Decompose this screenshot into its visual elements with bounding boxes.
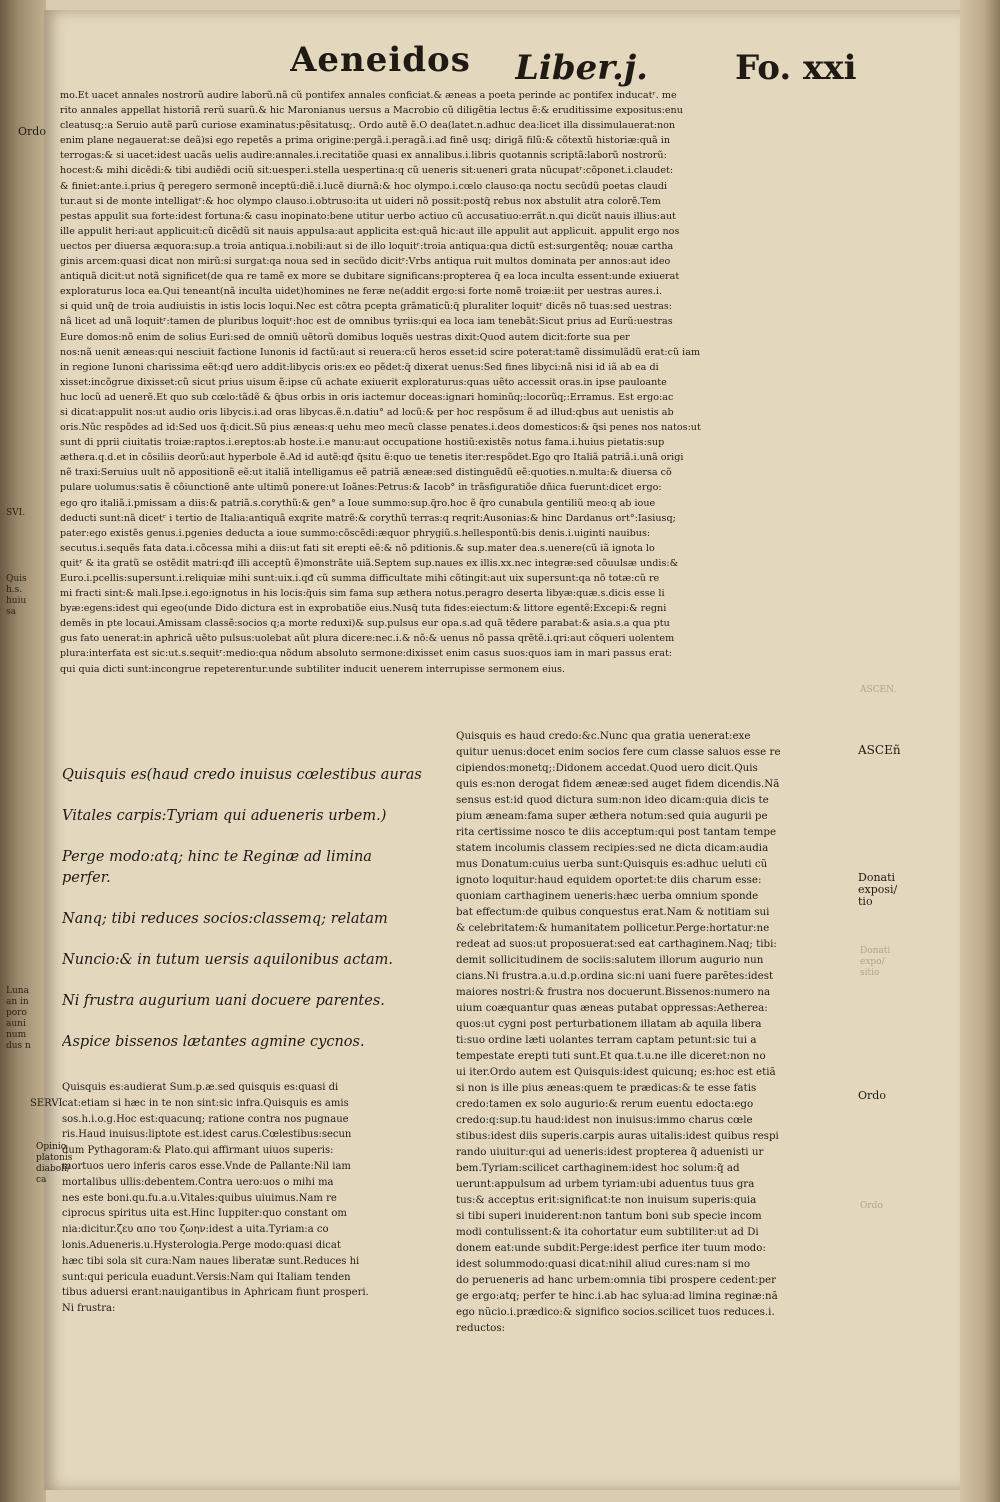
previous-page-edge: [0, 0, 46, 1502]
commentary-top: mo.Et uacet annales nostrorũ audire laborũ.nã cũ pontifex annales conficiat.& æneas a poeta perinde ac pontifex inducatʳ. me rito annales appellat historiã rerũ suarũ.& hic Maronianus uersus a Macrobio cũ diligẽtia lectus ẽ:& eruditissime expositus:enu cleatusq;:a Seruio autẽ parũ curiose examinatus:pẽsitatusq;. Ordo autẽ ẽ.O dea(latet.n.adhuc dea:licet illa dissimulauerat:non enim plane negauerat:se deã)si ego repetẽs a prima origine:pergã.i.peragã.i.ad finẽ usq; dirigã filũ:& cõtextũ historiæ:quã in terrogas:& si uacet:idest uacãs uelis audire:annales.i.recitatiõe quasi ex annalibus.i.libris quotannis scriptã:laborũ nostrorũ: hocest:& mihi dicẽdi:& tibi audiẽdi ociũ sit:uesper.i.stella uespertina:q cũ ueneris sit:ueneri grata nũcupatʳ:cõponet.i.claudet: & finiet:ante.i.prius q̃ peregero sermonẽ inceptũ:diẽ.i.lucẽ diurnã:& hoc olympo.i.cœlo clauso:qa noctu secũdũ poetas claudi tur.aut si de monte intelligatʳ:& hoc olympo clauso.i.obtruso:ita ut uideri nõ possit:postq̃ rebus nox abstulit atra colorẽ.Tem pestas appulit sua forte:idest fortuna:& casu inopinato:bene utitur uerbo actiuo cũ accusatiuo:errãt.n.qui dicũt nauis illius:aut ille appulit heri:aut applicuit:cũ dicẽdũ sit nauis appulsa:aut applicita est:quã hic:aut ille appulit aut applicuit. appulit ergo nos uectos per diuersa æquora:sup.a troia antiqua.i.nobili:aut si de illo loquitʳ:troia antiqua:qua dictũ est:surgentẽq; nouæ cartha ginis arcem:quasi dicat non mirũ:si surgat:qa noua sed in secũdo dicitʳ:Vrbs antiqua ruit multos dominata per annos:aut ideo antiquã dicit:ut notã significet(de qua re tamẽ ex more se dubitare significans:propterea q̃ ea loca inculta essent:unde exiuerat exploraturus loca ea.Qui teneant(nã inculta uidet)homines ne feræ ne(addit ergo:si forte nomẽ troiæ:iit per uestras aures.i. si quid unq̃ de troia audiuistis in istis locis loqui.Nec est cõtra pcepta grãmaticũ:q̃ pluraliter loquitʳ dicẽs nõ tuas:sed uestras: nã licet ad unã loquitʳ:tamen de pluribus loquitʳ:hoc est de omnibus tyriis:qui ea loca iam tenebãt:Sicut prius ad Eurũ:uestras Eure domos:nõ enim de solius Euri:sed de omniũ uẽtorũ domibus loquẽs uestras dixit:Quod autem dicit:forte sua per nos:nã uenit æneas:qui nesciuit factione Iunonis id factũ:aut si reuera:cũ heros esset:id scire poterat:tamẽ dissimulãdũ erat:cũ iam in regione Iunoni charissima eẽt:qđ uero addit:libycis oris:ex eo pẽdet:q̃ dixerat uenus:Sed fines libyci:nã nisi id iã ab ea di xisset:incõgrue dixisset:cũ sicut prius uisum ẽ:ipse cũ achate exiuerit exploraturus:quas uẽto accessit oras.in ipse pauloante huc locũ ad uenerẽ.Et quo sub cœlo:tãdẽ & q̃bus orbis in oris iactemur doceas:ignari hominũq;:locorũq;:Erramus. Est ergo:ac si dicat:appulit nos:ut audio oris libycis.i.ad oras libycas.ẽ.n.datiu° ad locũ:& per hoc respõsum ẽ ad illud:qbus aut uenistis ab oris.Nũc respõdes ad id:Sed uos q̃:dicit.Sũ pius æneas:q uehu meo mecũ classe penates.i.deos domesticos:& q̃si penes nos natos:ut sunt di pprii ciuitatis troiæ:raptos.i.ereptos:ab hoste.i.e manu:aut occupatione hostiũ:existẽs notus fama.i.huius pietatis:sup æthera.q.d.et in cõsiliis deorũ:aut hyperbole ẽ.Ad id autẽ:qđ q̃situ ẽ:quo ue tenetis iter:respõdet.Ego qro Italiã patriã.i.unã origi nẽ traxi:Seruius uult nõ appositionẽ eẽ:ut italiã intelligamus eẽ patriã æneæ:sed distinguẽdũ eẽ:quoties.n.multa:& diuersa cõ pulare uolumus:satis ẽ cõiunctionẽ ante ultimũ ponere:ut Ioãnes:Petrus:& Iacob° in trãsfiguratiõe dñica fuerunt:dicet ergo: ego qro italiã.i.pmissam a diis:& patriã.s.corythũ:& gen° a Ioue summo:sup.q̃ro.hoc ẽ q̃ro cunabula gentiliũ meo:q ab ioue deducti sunt:nã dicetʳ i tertio de Italia:antiquã exqrite matrẽ:& corythũ terras:q reqrit:Ausonias:& hinc Dardanus ort°:Iasiusq; pater:ego existẽs genus.i.pgenies deducta a ioue summo:cõscẽdi:æquor phrygiũ.s.hellespontũ:bis denis.i.uiginti nauibus: secutus.i.sequẽs fata data.i.cõcessa mihi a diis:ut fati sit erepti eẽ:& nõ pditionis.& sup.mater dea.s.uenere(cũ iã ignota lo quitʳ & ita gratũ se ostẽdit matri:qđ illi acceptũ ẽ)monstrãte uiã.Septem sup.naues ex illis.xx.nec integræ:sed cõuulsæ undis:& Euro.i.pcellis:supersunt.i.reliquiæ mihi sunt:uix.i.qđ cũ summa difficultate mihi cõtingit:aut uix supersunt:qa nõ totæ:cũ re mi fracti sint:& mali.Ipse.i.ego:ignotus in his locis:q̃uis sim fama sup æthera notus.peragro deserta libyæ:quæ.s.dicis esse li byæ:egens:idest qui egeo(unde Dido dictura est in exprobatiõe eius.Nusq̃ tuta fides:eiectum:& littore egentẽ:Excepi:& regni demẽs in pte locaui.Amissam classẽ:socios q;a morte reduxi)& sup.pulsus eur opa.s.ad quã tẽdere parabat:& asia.s.a qua ptu gus fato uenerat:in aphricã uẽto pulsus:uolebat aũt plura dicere:nec.i.& nõ:& uenus nõ passa qrẽtẽ.i.qri:aut cõqueri uolentem plura:interfata est sic:ut.s.sequitʳ:medio:qua nõdum absoluto sermone:dixisset enim casus suos:quos iam in mari passus erat: qui quia dicti sunt:incongrue repeterentur.unde subtiliter inducit uenerem interrupisse sermonem eius.: [60, 90, 701, 675]
folio-number: Fo. xxi: [735, 48, 857, 88]
donatus-commentary: Quisquis es haud credo:&c.Nunc qua gratia uenerat:exe quitur uenus:docet enim socios fere cum classe saluos esse re cipiendos:monetq;:Didonem accedat.Quod uero dicit.Quis quis es:non derogat fidem æneæ:sed auget fidem dicendis.Nã sensus est:id quod dictura sum:non ideo dicam:quia dicis te pium æneam:fama super æthera notum:sed quia augurii pe rita certissime nosco te diis acceptum:qui post tantam tempe statem incolumis classem recipies:sed ne dicta dicam:audia mus Donatum:cuius uerba sunt:Quisquis es:adhuc ueluti cũ ignoto loquitur:haud equidem oportet:te diis charum esse: quoniam carthaginem ueneris:hæc uerba omnium sponde bat effectum:de quibus conquestus erat.Nam & notitiam sui & celebritatem:& humanitatem pollicetur.Perge:hortatur:ne redeat ad suos:ut proposuerat:sed eat carthaginem.Naq; tibi: demit sollicitudinem de sociis:salutem illorum augurio nun cians.Ni frustra.a.u.d.p.ordina sic:ni uani fuere parẽtes:idest maiores nostri:& frustra nos docuerunt.Bissenos:numero na uium coæquantur quas æneas putabat oppressas:Aetherea: quos:ut cygni post perturbationem illatam ab aquila libera ti:suo ordine læti uolantes terram captam petunt:sic tui a tempestate erepti tuti sunt.Et qua.t.u.ne ille diceret:non no ui iter.Ordo autem est Quisquis:idest quicunq; es:hoc est etiã si non is ille pius æneas:quem te prædicas:& te esse fatis credo:tamen ex solo augurio:& rerum euentu edocta:ego credo:q:sup.tu haud:idest non inuisus:immo charus cœle stibus:idest diis superis.carpis auras uitalis:idest quibus respi rando uiuitur:qui ad ueneris:idest propterea q̃ aduenisti ur bem.Tyriam:scilicet carthaginem:idest hoc solum:q̃ ad uerunt:appulsum ad urbem tyriam:ubi aduentus tuus gra tus:& acceptus erit:significat:te non inuisum superis:quia si tibi superi inuiderent:non tantum boni sub specie incom modi contulissent:& ita cohortatur eum subtiliter:ut ad Di donem eat:unde subdit:Perge:idest perfice iter tuum modo: idest solummodo:quasi dicat:nihil aliud cures:nam si mo do perueneris ad hanc urbem:omnia tibi prospere cedent:per ge ergo:atq; perfer te hinc.i.ab hac sylua:ad limina reginæ:nã ego nũcio.i.prædico:& significo socios.scilicet tuos reduces.i. reductos:: [456, 730, 781, 1334]
page-edge: [960, 0, 1000, 1502]
previous-page-margin-note: Quis h.s. huiu sa: [6, 574, 27, 617]
margin-note-ordo: Ordo: [18, 125, 46, 138]
verse-line: Perge modo:atq; hinc te Reginæ ad limina perfer.: [62, 848, 372, 886]
showthrough-ordo: Ordo: [860, 1201, 883, 1211]
verse-text: [62, 744, 422, 1064]
verse-line: Nanq; tibi reduces socios:classemq; relatam: [62, 910, 388, 927]
running-title: Aeneidos: [290, 40, 471, 80]
servius-commentary: Quisquis es:audierat Sum.p.æ.sed quisquis es:quasi di cat:etiam si hæc in te non sint:sic infra.Quisquis es amis sos.h.i.o.g.Hoc est:quacunq; ratione contra nos pugnaue ris.Haud inuisus:liptote est.idest carus.Cœlestibus:secun dum Pythagoram:& Plato.qui affirmant uiuos superis: mortuos uero inferis caros esse.Vnde de Pallante:Nil iam mortalibus ullis:debentem.Contra uero:uos o mihi ma nes este boni.qu.fu.a.u.Vitales:quibus uiuimus.Nam re ciprocus spiritus uita est.Hinc Iuppiter:quo constant om nia:dicitur.ζευ απο του ζωην:idest a uita.Tyriam:a co lonis.Adueneris.u.Hysterologia.Perge modo:quasi dicat hæc tibi sola sit cura:Nam naues liberatæ sunt.Reduces hi sunt:qui pericula euadunt.Versis:Nam qui Italiam tenden tibus aduersi erant:nauigantibus in Aphricam fiunt prosperi. Ni frustra:: [62, 1082, 369, 1315]
margin-note-ascen: ASCEñ: [858, 743, 901, 757]
book-number: Liber.j.: [515, 48, 648, 88]
verse-line: Ni frustra augurium uani docuere parentes.: [62, 993, 385, 1010]
verse-line: Quisquis es(haud credo inuisus cœlestibus auras: [62, 766, 422, 783]
verse-line: Vitales carpis:Tyriam qui adueneris urbem.): [62, 807, 387, 824]
verse-line: Nuncio:& in tutum uersis aquilonibus actam.: [62, 951, 394, 968]
showthrough-donati: Donati expo/ sitio: [860, 946, 891, 978]
previous-page-margin-note: Luna an in poro auni num dus n: [6, 986, 31, 1051]
margin-note-donati: Donati exposi/ tio: [858, 871, 898, 908]
margin-note-servi: SERVI.: [30, 1098, 66, 1109]
verse-line: Aspice bissenos lætantes agmine cycnos.: [62, 1034, 365, 1051]
margin-note-opinio: Opinio platonis diaboli/ ca: [36, 1142, 73, 1185]
previous-page-margin-servi: SVI.: [6, 508, 26, 518]
margin-note-ordo-right: Ordo: [858, 1089, 886, 1102]
showthrough-ascen: ASCEN.: [860, 685, 897, 695]
